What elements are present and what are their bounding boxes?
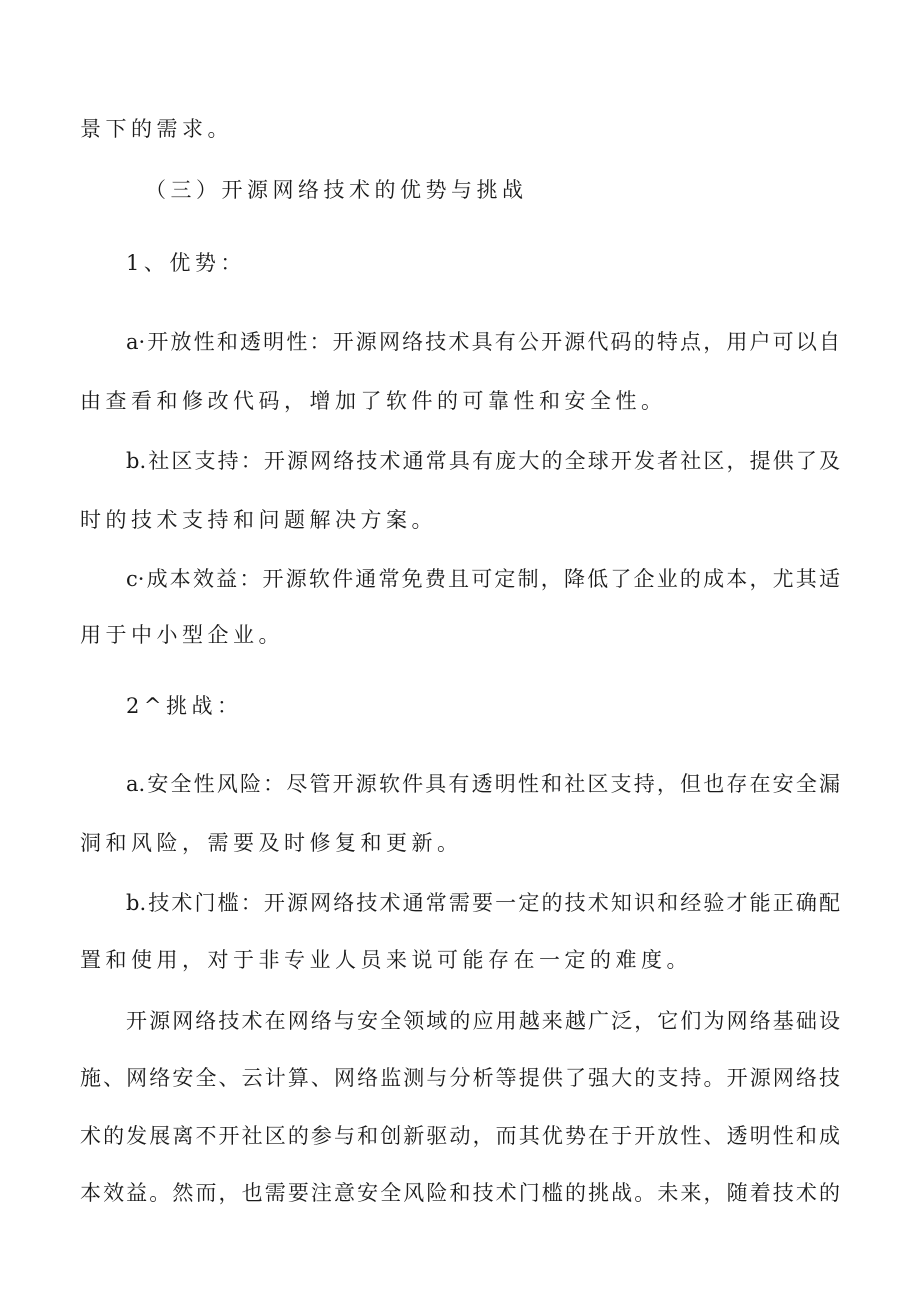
- advantage-c-line-1: c·成本效益：开源软件通常免费且可定制，降低了企业的成本，尤其适: [126, 567, 840, 591]
- advantage-b-line-1: b.社区支持：开源网络技术通常具有庞大的全球开发者社区，提供了及: [126, 449, 840, 473]
- challenge-b-line-1: b.技术门槛：开源网络技术通常需要一定的技术知识和经验才能正确配: [126, 891, 840, 915]
- summary-line-1: 开源网络技术在网络与安全领域的应用越来越广泛，它们为网络基础设: [126, 1009, 840, 1033]
- summary-line-3: 术的发展离不开社区的参与和创新驱动，而其优势在于开放性、透明性和成: [80, 1124, 840, 1148]
- summary-line-2: 施、网络安全、云计算、网络监测与分析等提供了强大的支持。开源网络技: [80, 1066, 840, 1090]
- advantage-b-line-2: 时的技术支持和问题解决方案。: [80, 508, 437, 532]
- summary-line-4: 本效益。然而，也需要注意安全风险和技术门槛的挑战。未来，随着技术的: [80, 1181, 840, 1205]
- advantage-a-line-1: a·开放性和透明性：开源网络技术具有公开源代码的特点，用户可以自: [126, 330, 840, 354]
- subheading-advantages: 1、优势：: [126, 251, 246, 275]
- subheading-challenges: 2^挑战：: [126, 694, 243, 718]
- section-heading: （三）开源网络技术的优势与挑战: [145, 178, 528, 202]
- challenge-a-line-2: 洞和风险，需要及时修复和更新。: [80, 831, 463, 855]
- challenge-a-line-1: a.安全性风险：尽管开源软件具有透明性和社区支持，但也存在安全漏: [126, 772, 840, 796]
- challenge-b-line-2: 置和使用，对于非专业人员来说可能存在一定的难度。: [80, 948, 692, 972]
- advantage-c-line-2: 用于中小型企业。: [80, 623, 284, 647]
- paragraph-tail-line: 景下的需求。: [80, 117, 233, 141]
- advantage-a-line-2: 由查看和修改代码，增加了软件的可靠性和安全性。: [80, 389, 667, 413]
